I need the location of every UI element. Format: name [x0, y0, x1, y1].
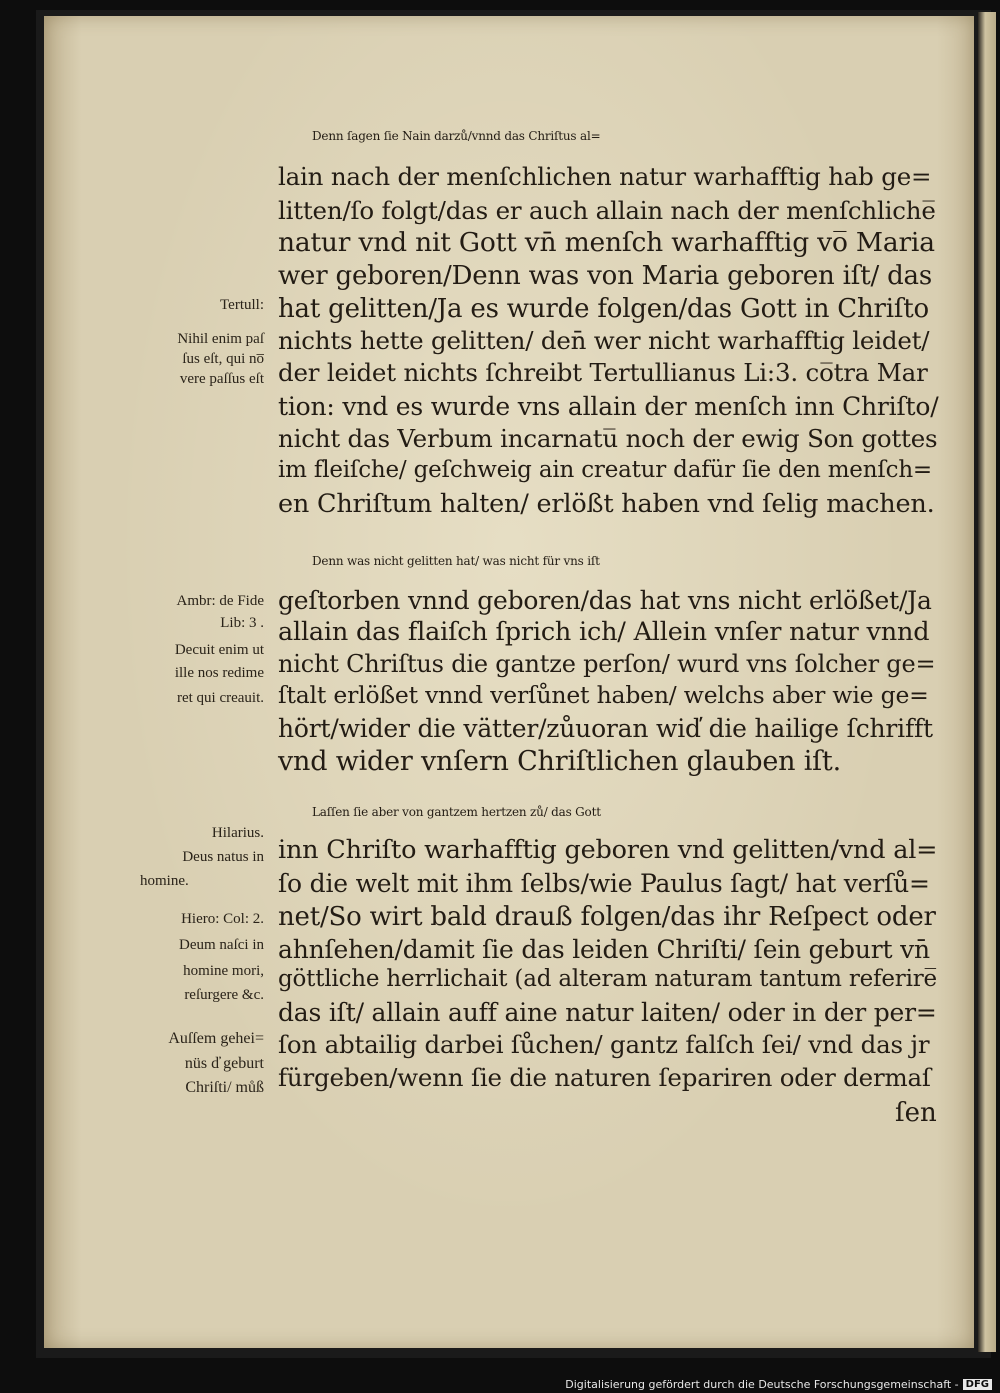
- text-line: nicht Chriſtus die gantze perſon/ wurd vns ſolcher ge=: [278, 650, 936, 678]
- text-line: allain das flaiſch ſprich ich/ Allein vnſer natur vnnd: [278, 617, 930, 647]
- margin-line: Ambr: de Fide: [176, 593, 264, 609]
- margin-line: Tertull:: [220, 297, 264, 313]
- margin-line: Deum naſci in: [179, 937, 264, 953]
- text-line: das iſt/ allain auff aine natur laiten/ oder in der per=: [278, 998, 937, 1027]
- text-line: inn Chriſto warhafftig geboren vnd gelitten/vnd al=: [278, 835, 938, 865]
- text-line: net/So wirt bald drauß folgen/das ihr Reſpect oder: [278, 902, 936, 932]
- margin-line: Lib: 3 .: [220, 615, 264, 631]
- text-line: ſon abtailig darbei ſůchen/ gantz falſch ſei/ vnd das jr: [278, 1030, 930, 1059]
- text-line: nichts hette gelitten/ den̄ wer nicht warhafftig leidet/: [278, 326, 930, 355]
- text-line: geſtorben vnnd geboren/das hat vns nicht erlößet/Ja: [278, 586, 932, 615]
- text-line: vnd wider vnſern Chriſtlichen glauben iſt.: [278, 746, 841, 777]
- margin-line: Decuit enim ut: [174, 642, 264, 658]
- page-edge: [978, 12, 996, 1352]
- text-line: Laſſen ſie aber von gantzem hertzen zů/ das Gott: [312, 805, 601, 819]
- text-line: göttliche herrlichait (ad alteram naturam tantum referire̅: [278, 966, 937, 992]
- catchword: ſen: [895, 1098, 937, 1128]
- footer-credit: Digitalisierung gefördert durch die Deutsche Forschungsgemeinschaft -: [565, 1378, 959, 1391]
- margin-line: Hilarius.: [211, 825, 264, 841]
- margin-line: homine mori,: [183, 963, 264, 979]
- text-line: fürgeben/wenn ſie die naturen ſepariren oder dermaſ: [278, 1063, 931, 1092]
- text-line: nicht das Verbum incarnatu̅ noch der ewig Son gottes: [278, 424, 938, 453]
- text-line: Denn ſagen ſie Nain darzů/vnnd das Chriſtus al=: [312, 129, 601, 143]
- text-line: der leidet nichts ſchreibt Tertullianus Li:3. co̅tra Mar: [278, 358, 928, 387]
- text-line: natur vnd nit Gott vn̄ menſch warhafftig vo̅ Maria: [278, 227, 935, 258]
- margin-line: ſus eſt, qui no̅: [182, 351, 264, 367]
- dfg-logo-icon: DFG: [963, 1379, 992, 1390]
- text-line: hört/wider die vätter/zůuoran wid̕ die hailige ſchrifft: [278, 714, 933, 743]
- margin-line: ille nos redime: [174, 665, 264, 681]
- text-line: hat gelitten/Ja es wurde folgen/das Gott in Chriſto: [278, 294, 930, 324]
- text-line: litten/ſo folgt/das er auch allain nach der menſchliche̅: [278, 196, 936, 225]
- margin-line: ret qui creauit.: [176, 690, 264, 706]
- margin-line: Chriſti/ můß: [185, 1079, 264, 1096]
- margin-line: reſurgere &c.: [184, 987, 264, 1003]
- text-line: Denn was nicht gelitten hat/ was nicht für vns iſt: [312, 554, 600, 568]
- margin-line: nüs d̕ geburt: [184, 1055, 264, 1072]
- margin-line: vere paſſus eſt: [179, 371, 264, 387]
- text-line: en Chriſtum halten/ erlößt haben vnd ſelig machen.: [278, 489, 935, 519]
- margin-line: homine.: [140, 873, 189, 889]
- margin-line: Deus natus in: [182, 849, 264, 865]
- text-line: ſtalt erlößet vnnd verſůnet haben/ welchs aber wie ge=: [278, 681, 929, 709]
- digitization-footer: [565, 1378, 992, 1391]
- text-line: ahnſehen/damit ſie das leiden Chriſti/ ſein geburt vn̄: [278, 935, 930, 964]
- text-line: im fleiſche/ geſchweig ain creatur dafür ſie den menſch=: [278, 457, 933, 483]
- text-line: wer geboren/Denn was von Maria geboren iſt/ das: [278, 261, 932, 291]
- text-line: tion: vnd es wurde vns allain der menſch inn Chriſto/: [278, 392, 939, 421]
- text-line: lain nach der menſchlichen natur warhafftig hab ge=: [278, 162, 932, 191]
- margin-line: Hiero: Col: 2.: [181, 911, 264, 927]
- margin-line: Auſſem gehei=: [168, 1030, 264, 1047]
- margin-line: Nihil enim paſ: [177, 331, 264, 347]
- text-line: ſo die welt mit ihm ſelbs/wie Paulus ſagt/ hat verſů=: [278, 869, 930, 898]
